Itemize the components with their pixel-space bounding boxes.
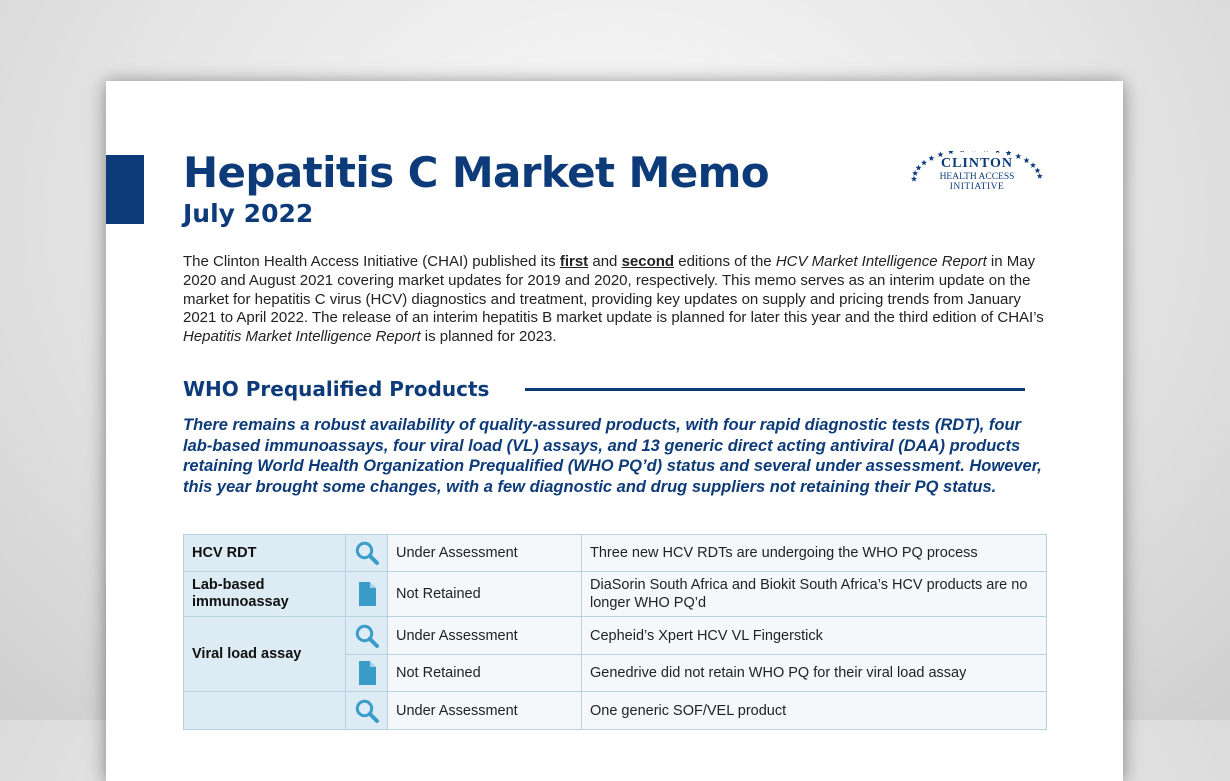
table-row <box>184 572 1047 617</box>
document-icon <box>346 655 388 692</box>
category-cell <box>184 692 346 730</box>
chai-logo <box>906 151 1048 227</box>
description-cell: Three new HCV RDTs are undergoing the WHO PQ process <box>582 535 1047 572</box>
status-cell: Under Assessment <box>388 617 582 655</box>
magnifier-icon <box>346 692 388 730</box>
status-cell: Under Assessment <box>388 692 582 730</box>
logo-star <box>1024 157 1030 163</box>
intro-paragraph: The Clinton Health Access Initiative (CHAI) published its first and second editions of the HCV Market Intelligence Report in May 2020 and August 2021 covering market updates for 2019 and 2020, respectively. This memo serves as an interim update on the market for hepatitis C virus (HCV) diagnostics and treatment, providing key updates on supply and pricing trends from January 2021 to April 2022. The release of an interim hepatitis B market update is planned for later this year and the third edition of CHAI’s Hepatitis Market Intelligence Report is planned for 2023. <box>183 253 1044 346</box>
category-cell: HCV RDT <box>184 535 346 572</box>
status-cell: Not Retained <box>388 572 582 617</box>
logo-star <box>921 160 927 166</box>
category-cell: Lab-based immunoassay <box>184 572 346 617</box>
description-cell: DiaSorin South Africa and Biokit South Africa’s HCV products are no longer WHO PQ’d <box>582 572 1047 617</box>
logo-star <box>915 165 921 171</box>
memo-page <box>106 81 1123 781</box>
table-row <box>184 535 1047 572</box>
table-row <box>184 617 1047 655</box>
logo-star <box>1015 153 1021 159</box>
logo-star <box>1005 151 1011 156</box>
logo-star <box>971 151 977 152</box>
page-date: July 2022 <box>183 199 314 228</box>
pq-status-table <box>183 534 1047 730</box>
second-report-link[interactable]: second <box>621 253 675 270</box>
logo-star <box>959 151 965 152</box>
logo-star <box>1037 173 1043 179</box>
document-icon <box>346 572 388 617</box>
report-title: HCV Market Intelligence Report <box>775 253 987 270</box>
section-lead: There remains a robust availability of quality-assured products, with four rapid diagnostic tests (RDT), four lab-based immunoassays, four viral load (VL) assays, and 13 generic direct acting antiviral (DAA) products retaining World Health Organization Prequalified (WHO PQ’d) status and several under assessment. However, this year brought some changes, with a few diagnostic and drug suppliers not retaining their PQ status. <box>183 416 1042 496</box>
logo-star <box>928 155 934 161</box>
table-row <box>184 692 1047 730</box>
logo-star <box>911 176 917 182</box>
description-cell: Genedrive did not retain WHO PQ for their viral load assay <box>582 655 1047 692</box>
page-title: Hepatitis C Market Memo <box>183 148 769 197</box>
accent-bar <box>106 155 144 224</box>
logo-line-3: INITIATIVE <box>949 182 1005 192</box>
logo-star <box>1030 162 1036 168</box>
category-cell: Viral load assay <box>184 617 346 692</box>
report-title-2: Hepatitis Market Intelligence Report <box>183 328 421 346</box>
logo-star <box>948 151 954 154</box>
logo-star <box>995 151 1001 153</box>
status-cell: Under Assessment <box>388 535 582 572</box>
section-heading: WHO Prequalified Products <box>183 377 490 401</box>
section-divider <box>525 388 1025 391</box>
status-cell: Not Retained <box>388 655 582 692</box>
magnifier-icon <box>346 535 388 572</box>
logo-star <box>983 151 989 152</box>
description-cell: Cepheid’s Xpert HCV VL Fingerstick <box>582 617 1047 655</box>
description-cell: One generic SOF/VEL product <box>582 692 1047 730</box>
magnifier-icon <box>346 617 388 655</box>
logo-line-1: CLINTON <box>940 156 1014 171</box>
first-report-link[interactable]: first <box>559 253 589 270</box>
logo-star <box>912 170 918 176</box>
logo-star <box>1034 167 1040 173</box>
logo-line-2: HEALTH ACCESS <box>939 172 1015 182</box>
